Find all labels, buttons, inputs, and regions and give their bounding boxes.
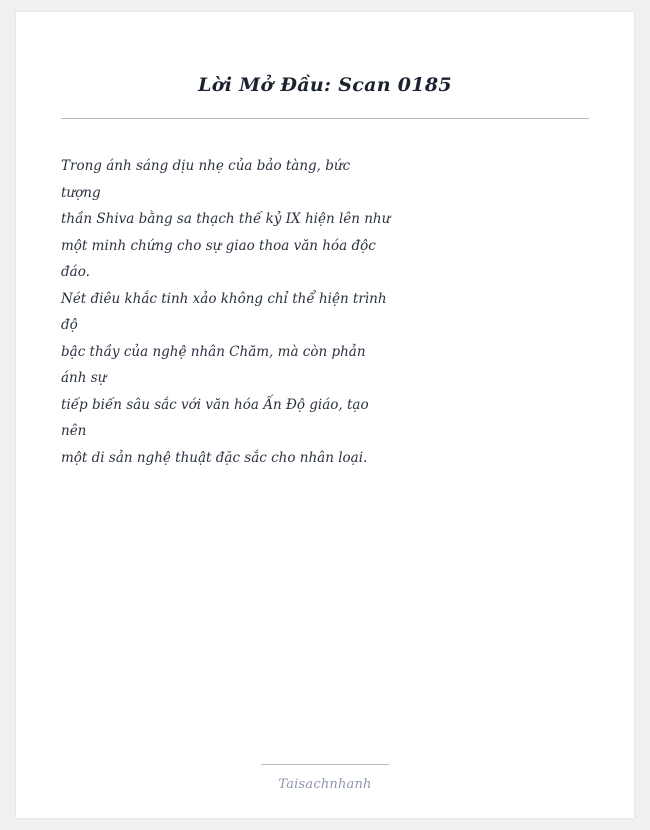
page-content — [16, 12, 634, 818]
title-divider — [61, 118, 589, 119]
body-line: tiếp biến sâu sắc với văn hóa Ấn Độ giáo, tạo nên — [61, 396, 373, 439]
body-line: Trong ánh sáng dịu nhẹ của bảo tàng, bức tượng — [61, 158, 355, 201]
body-line: một di sản nghệ thuật đặc sắc cho nhân loại. — [61, 449, 368, 466]
body-line: bậc thầy của nghệ nhân Chăm, mà còn phản ánh sự — [61, 343, 370, 386]
body-line: một minh chứng cho sự giao thoa văn hóa độc đáo. — [61, 237, 381, 280]
body-line: Nét điêu khắc tinh xảo không chỉ thể hiện trình độ — [61, 290, 391, 333]
body-line: thần Shiva bằng sa thạch thế kỷ IX hiện lên như — [61, 211, 391, 227]
page-title: Lời Mở Đầu: Scan 0185 — [198, 74, 452, 96]
footer-label: Taisachnhanh — [278, 777, 372, 792]
footer-divider — [261, 764, 389, 765]
document-body — [61, 153, 391, 471]
page-footer — [16, 764, 634, 792]
document-page — [16, 12, 634, 818]
